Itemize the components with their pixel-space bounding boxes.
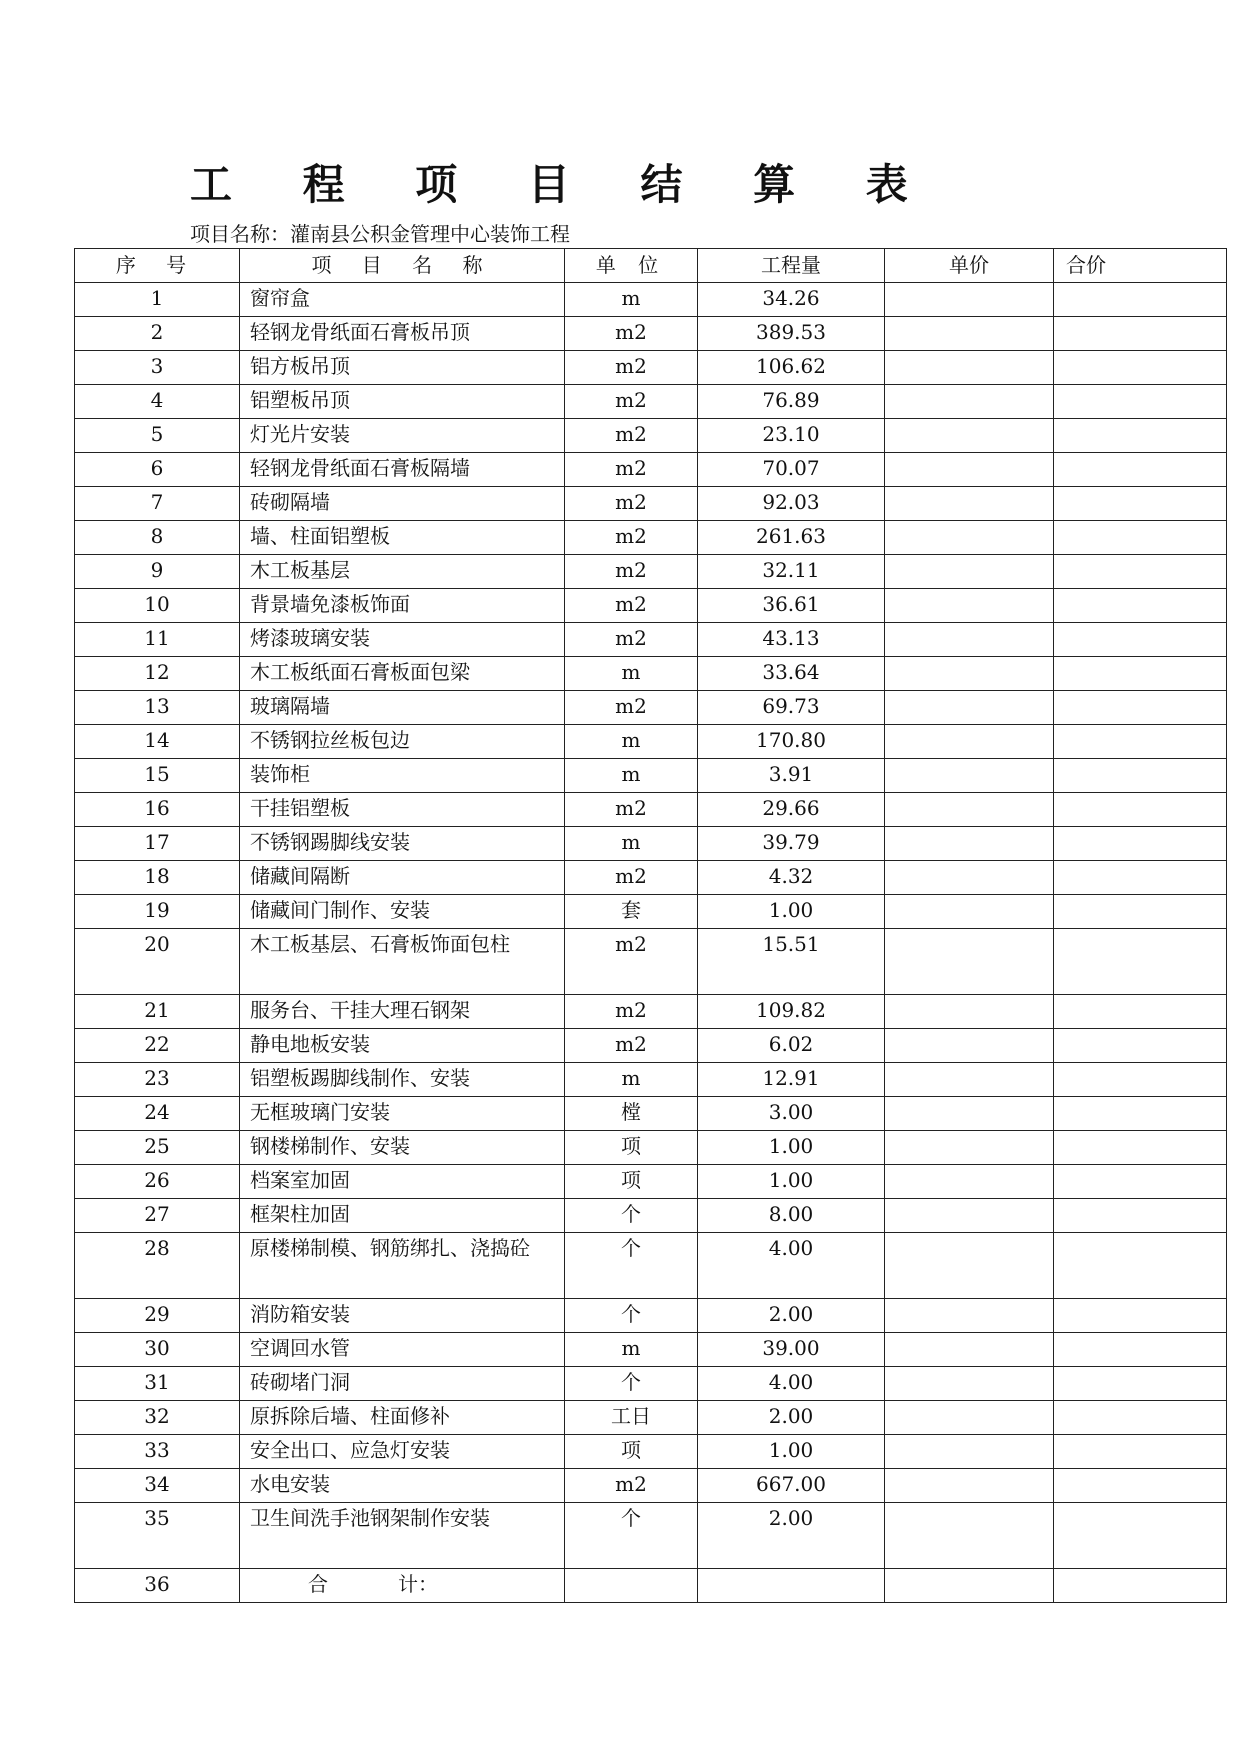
row-unit: m2 xyxy=(565,419,698,453)
row-unit: m2 xyxy=(565,351,698,385)
row-quantity: 29.66 xyxy=(698,793,885,827)
row-unit-price xyxy=(885,1029,1054,1063)
row-total xyxy=(1054,1333,1227,1367)
summary-unit-price xyxy=(885,1569,1054,1603)
row-total xyxy=(1054,351,1227,385)
project-name: 灌南县公积金管理中心装饰工程 xyxy=(290,222,570,246)
row-unit-price xyxy=(885,487,1054,521)
table-row xyxy=(75,995,1227,1029)
table-row xyxy=(75,1199,1227,1233)
row-no: 8 xyxy=(75,521,240,555)
table-row xyxy=(75,521,1227,555)
row-no: 29 xyxy=(75,1299,240,1333)
table-row xyxy=(75,691,1227,725)
row-no: 28 xyxy=(75,1233,240,1299)
row-unit: 套 xyxy=(565,895,698,929)
row-quantity: 39.79 xyxy=(698,827,885,861)
table-row xyxy=(75,929,1227,995)
row-item-name: 安全出口、应急灯安装 xyxy=(240,1435,565,1469)
row-total xyxy=(1054,1199,1227,1233)
table-row xyxy=(75,895,1227,929)
table-row xyxy=(75,623,1227,657)
table-row xyxy=(75,351,1227,385)
row-total xyxy=(1054,861,1227,895)
row-no: 9 xyxy=(75,555,240,589)
row-no: 5 xyxy=(75,419,240,453)
row-no: 21 xyxy=(75,995,240,1029)
summary-total xyxy=(1054,1569,1227,1603)
row-unit: m xyxy=(565,759,698,793)
project-name-line xyxy=(190,218,570,247)
table-row xyxy=(75,1299,1227,1333)
row-quantity: 36.61 xyxy=(698,589,885,623)
table-row xyxy=(75,385,1227,419)
row-unit-price xyxy=(885,453,1054,487)
table-row xyxy=(75,657,1227,691)
row-quantity: 69.73 xyxy=(698,691,885,725)
row-total xyxy=(1054,385,1227,419)
table-row xyxy=(75,317,1227,351)
row-total xyxy=(1054,1233,1227,1299)
row-quantity: 12.91 xyxy=(698,1063,885,1097)
summary-no: 36 xyxy=(75,1569,240,1603)
table-row xyxy=(75,1469,1227,1503)
table-row xyxy=(75,1097,1227,1131)
summary-quantity xyxy=(698,1569,885,1603)
row-quantity: 23.10 xyxy=(698,419,885,453)
row-item-name: 水电安装 xyxy=(240,1469,565,1503)
row-unit-price xyxy=(885,995,1054,1029)
row-item-name: 卫生间洗手池钢架制作安装 xyxy=(240,1503,565,1569)
row-total xyxy=(1054,1299,1227,1333)
row-item-name: 木工板基层 xyxy=(240,555,565,589)
row-unit-price xyxy=(885,317,1054,351)
table-row xyxy=(75,1333,1227,1367)
table-row xyxy=(75,1029,1227,1063)
row-unit: 个 xyxy=(565,1233,698,1299)
row-unit: 工日 xyxy=(565,1401,698,1435)
row-no: 31 xyxy=(75,1367,240,1401)
row-quantity: 109.82 xyxy=(698,995,885,1029)
row-unit: m2 xyxy=(565,589,698,623)
row-unit: m2 xyxy=(565,691,698,725)
row-unit: m2 xyxy=(565,487,698,521)
row-quantity: 1.00 xyxy=(698,895,885,929)
row-total xyxy=(1054,623,1227,657)
row-quantity: 1.00 xyxy=(698,1435,885,1469)
row-no: 17 xyxy=(75,827,240,861)
row-no: 2 xyxy=(75,317,240,351)
row-no: 26 xyxy=(75,1165,240,1199)
row-item-name: 档案室加固 xyxy=(240,1165,565,1199)
row-unit-price xyxy=(885,385,1054,419)
summary-label-part2: 计： xyxy=(398,1572,438,1596)
row-no: 34 xyxy=(75,1469,240,1503)
row-unit-price xyxy=(885,1097,1054,1131)
row-total xyxy=(1054,317,1227,351)
row-quantity: 3.91 xyxy=(698,759,885,793)
row-quantity: 106.62 xyxy=(698,351,885,385)
row-item-name: 静电地板安装 xyxy=(240,1029,565,1063)
row-unit: 项 xyxy=(565,1131,698,1165)
header-unit: 单 位 xyxy=(565,249,698,283)
table-row xyxy=(75,827,1227,861)
row-item-name: 储藏间隔断 xyxy=(240,861,565,895)
row-quantity: 1.00 xyxy=(698,1165,885,1199)
row-item-name: 原楼梯制模、钢筋绑扎、浇捣砼 xyxy=(240,1233,565,1299)
row-total xyxy=(1054,1469,1227,1503)
row-unit: m xyxy=(565,657,698,691)
row-item-name: 轻钢龙骨纸面石膏板隔墙 xyxy=(240,453,565,487)
row-total xyxy=(1054,1503,1227,1569)
row-no: 25 xyxy=(75,1131,240,1165)
row-unit-price xyxy=(885,1435,1054,1469)
table-row xyxy=(75,1165,1227,1199)
row-unit: m2 xyxy=(565,861,698,895)
settlement-table xyxy=(74,248,1227,1603)
row-total xyxy=(1054,657,1227,691)
row-total xyxy=(1054,691,1227,725)
row-quantity: 70.07 xyxy=(698,453,885,487)
row-unit: m xyxy=(565,283,698,317)
header-total: 合价 xyxy=(1054,249,1227,283)
row-total xyxy=(1054,453,1227,487)
row-item-name: 不锈钢拉丝板包边 xyxy=(240,725,565,759)
row-quantity: 34.26 xyxy=(698,283,885,317)
row-quantity: 8.00 xyxy=(698,1199,885,1233)
table-row xyxy=(75,1233,1227,1299)
summary-row xyxy=(75,1569,1227,1603)
table-row xyxy=(75,1367,1227,1401)
row-unit-price xyxy=(885,1367,1054,1401)
row-item-name: 窗帘盒 xyxy=(240,283,565,317)
row-no: 13 xyxy=(75,691,240,725)
row-total xyxy=(1054,995,1227,1029)
row-no: 7 xyxy=(75,487,240,521)
row-quantity: 4.00 xyxy=(698,1233,885,1299)
row-total xyxy=(1054,1097,1227,1131)
table-row xyxy=(75,283,1227,317)
row-quantity: 2.00 xyxy=(698,1503,885,1569)
table-row xyxy=(75,1401,1227,1435)
row-total xyxy=(1054,1401,1227,1435)
row-item-name: 框架柱加固 xyxy=(240,1199,565,1233)
row-unit-price xyxy=(885,1199,1054,1233)
row-quantity: 170.80 xyxy=(698,725,885,759)
row-item-name: 砖砌隔墙 xyxy=(240,487,565,521)
row-no: 22 xyxy=(75,1029,240,1063)
row-unit: m2 xyxy=(565,793,698,827)
row-quantity: 92.03 xyxy=(698,487,885,521)
row-quantity: 33.64 xyxy=(698,657,885,691)
row-quantity: 389.53 xyxy=(698,317,885,351)
header-no: 序 号 xyxy=(75,249,240,283)
row-unit-price xyxy=(885,1063,1054,1097)
header-quantity: 工程量 xyxy=(698,249,885,283)
row-unit: m2 xyxy=(565,623,698,657)
table-row xyxy=(75,1131,1227,1165)
row-no: 12 xyxy=(75,657,240,691)
row-unit: 个 xyxy=(565,1367,698,1401)
row-unit-price xyxy=(885,419,1054,453)
document-title: 工 程 项 目 结 算 表 xyxy=(190,160,936,209)
table-row xyxy=(75,759,1227,793)
row-unit: 项 xyxy=(565,1165,698,1199)
row-total xyxy=(1054,725,1227,759)
row-no: 16 xyxy=(75,793,240,827)
row-unit-price xyxy=(885,895,1054,929)
row-item-name: 原拆除后墙、柱面修补 xyxy=(240,1401,565,1435)
row-unit: m2 xyxy=(565,385,698,419)
row-unit-price xyxy=(885,283,1054,317)
row-no: 1 xyxy=(75,283,240,317)
row-total xyxy=(1054,793,1227,827)
row-unit-price xyxy=(885,351,1054,385)
summary-unit xyxy=(565,1569,698,1603)
row-quantity: 76.89 xyxy=(698,385,885,419)
row-total xyxy=(1054,759,1227,793)
summary-label xyxy=(240,1569,565,1603)
row-no: 23 xyxy=(75,1063,240,1097)
row-item-name: 铝塑板踢脚线制作、安装 xyxy=(240,1063,565,1097)
row-unit: m2 xyxy=(565,1469,698,1503)
table-row xyxy=(75,725,1227,759)
row-total xyxy=(1054,1165,1227,1199)
row-unit-price xyxy=(885,555,1054,589)
row-unit: m2 xyxy=(565,995,698,1029)
row-item-name: 灯光片安装 xyxy=(240,419,565,453)
row-no: 27 xyxy=(75,1199,240,1233)
row-quantity: 667.00 xyxy=(698,1469,885,1503)
row-item-name: 墙、柱面铝塑板 xyxy=(240,521,565,555)
table-row xyxy=(75,1063,1227,1097)
row-unit-price xyxy=(885,1299,1054,1333)
row-unit-price xyxy=(885,793,1054,827)
row-total xyxy=(1054,521,1227,555)
row-quantity: 15.51 xyxy=(698,929,885,995)
row-item-name: 铝塑板吊顶 xyxy=(240,385,565,419)
row-total xyxy=(1054,1367,1227,1401)
row-no: 19 xyxy=(75,895,240,929)
row-item-name: 不锈钢踢脚线安装 xyxy=(240,827,565,861)
row-no: 11 xyxy=(75,623,240,657)
row-unit: m2 xyxy=(565,929,698,995)
row-item-name: 干挂铝塑板 xyxy=(240,793,565,827)
row-unit: m2 xyxy=(565,317,698,351)
row-unit: m2 xyxy=(565,453,698,487)
row-no: 20 xyxy=(75,929,240,995)
row-unit-price xyxy=(885,521,1054,555)
row-quantity: 43.13 xyxy=(698,623,885,657)
table-body xyxy=(75,283,1227,1569)
row-item-name: 装饰柜 xyxy=(240,759,565,793)
row-no: 35 xyxy=(75,1503,240,1569)
row-unit-price xyxy=(885,1165,1054,1199)
row-item-name: 烤漆玻璃安装 xyxy=(240,623,565,657)
row-total xyxy=(1054,555,1227,589)
row-total xyxy=(1054,487,1227,521)
row-no: 15 xyxy=(75,759,240,793)
table-row xyxy=(75,555,1227,589)
row-unit-price xyxy=(885,1233,1054,1299)
row-item-name: 背景墙免漆板饰面 xyxy=(240,589,565,623)
row-quantity: 3.00 xyxy=(698,1097,885,1131)
row-quantity: 32.11 xyxy=(698,555,885,589)
row-item-name: 消防箱安装 xyxy=(240,1299,565,1333)
row-unit: m2 xyxy=(565,521,698,555)
row-unit: m xyxy=(565,725,698,759)
table-row xyxy=(75,453,1227,487)
row-item-name: 服务台、干挂大理石钢架 xyxy=(240,995,565,1029)
row-unit: m xyxy=(565,1333,698,1367)
row-item-name: 玻璃隔墙 xyxy=(240,691,565,725)
row-item-name: 木工板基层、石膏板饰面包柱 xyxy=(240,929,565,995)
row-no: 30 xyxy=(75,1333,240,1367)
table-row xyxy=(75,419,1227,453)
row-total xyxy=(1054,895,1227,929)
row-total xyxy=(1054,827,1227,861)
row-item-name: 木工板纸面石膏板面包梁 xyxy=(240,657,565,691)
row-unit: m xyxy=(565,1063,698,1097)
row-item-name: 轻钢龙骨纸面石膏板吊顶 xyxy=(240,317,565,351)
row-unit-price xyxy=(885,1503,1054,1569)
row-no: 33 xyxy=(75,1435,240,1469)
table-row xyxy=(75,1503,1227,1569)
row-unit: m xyxy=(565,827,698,861)
row-item-name: 铝方板吊顶 xyxy=(240,351,565,385)
row-unit-price xyxy=(885,1333,1054,1367)
row-no: 24 xyxy=(75,1097,240,1131)
row-total xyxy=(1054,589,1227,623)
header-unit-price: 单价 xyxy=(885,249,1054,283)
row-unit-price xyxy=(885,1131,1054,1165)
row-unit: 项 xyxy=(565,1435,698,1469)
row-unit-price xyxy=(885,929,1054,995)
row-total xyxy=(1054,1131,1227,1165)
row-unit: m2 xyxy=(565,1029,698,1063)
row-unit-price xyxy=(885,589,1054,623)
row-total xyxy=(1054,1063,1227,1097)
table-row xyxy=(75,1435,1227,1469)
row-quantity: 2.00 xyxy=(698,1401,885,1435)
row-quantity: 6.02 xyxy=(698,1029,885,1063)
row-total xyxy=(1054,1029,1227,1063)
row-unit-price xyxy=(885,691,1054,725)
summary-label-part1: 合 xyxy=(308,1572,328,1596)
row-unit-price xyxy=(885,759,1054,793)
row-unit: 樘 xyxy=(565,1097,698,1131)
row-quantity: 39.00 xyxy=(698,1333,885,1367)
row-unit: 个 xyxy=(565,1199,698,1233)
row-quantity: 4.32 xyxy=(698,861,885,895)
header-name: 项 目 名 称 xyxy=(240,249,565,283)
table-row xyxy=(75,487,1227,521)
row-total xyxy=(1054,929,1227,995)
row-item-name: 钢楼梯制作、安装 xyxy=(240,1131,565,1165)
row-unit: 个 xyxy=(565,1503,698,1569)
row-no: 18 xyxy=(75,861,240,895)
project-label: 项目名称： xyxy=(190,222,290,246)
row-item-name: 无框玻璃门安装 xyxy=(240,1097,565,1131)
row-item-name: 储藏间门制作、安装 xyxy=(240,895,565,929)
row-no: 4 xyxy=(75,385,240,419)
row-no: 3 xyxy=(75,351,240,385)
row-unit-price xyxy=(885,1469,1054,1503)
row-unit: m2 xyxy=(565,555,698,589)
row-quantity: 4.00 xyxy=(698,1367,885,1401)
row-no: 14 xyxy=(75,725,240,759)
row-unit-price xyxy=(885,725,1054,759)
row-item-name: 砖砌堵门洞 xyxy=(240,1367,565,1401)
row-item-name: 空调回水管 xyxy=(240,1333,565,1367)
row-no: 10 xyxy=(75,589,240,623)
row-unit-price xyxy=(885,623,1054,657)
table-row xyxy=(75,589,1227,623)
table-row xyxy=(75,861,1227,895)
table-header-row xyxy=(75,249,1227,283)
row-total xyxy=(1054,283,1227,317)
table-row xyxy=(75,793,1227,827)
row-quantity: 2.00 xyxy=(698,1299,885,1333)
row-unit: 个 xyxy=(565,1299,698,1333)
row-no: 32 xyxy=(75,1401,240,1435)
row-unit-price xyxy=(885,1401,1054,1435)
row-unit-price xyxy=(885,827,1054,861)
row-quantity: 261.63 xyxy=(698,521,885,555)
row-quantity: 1.00 xyxy=(698,1131,885,1165)
row-total xyxy=(1054,419,1227,453)
row-no: 6 xyxy=(75,453,240,487)
row-unit-price xyxy=(885,861,1054,895)
row-total xyxy=(1054,1435,1227,1469)
row-unit-price xyxy=(885,657,1054,691)
